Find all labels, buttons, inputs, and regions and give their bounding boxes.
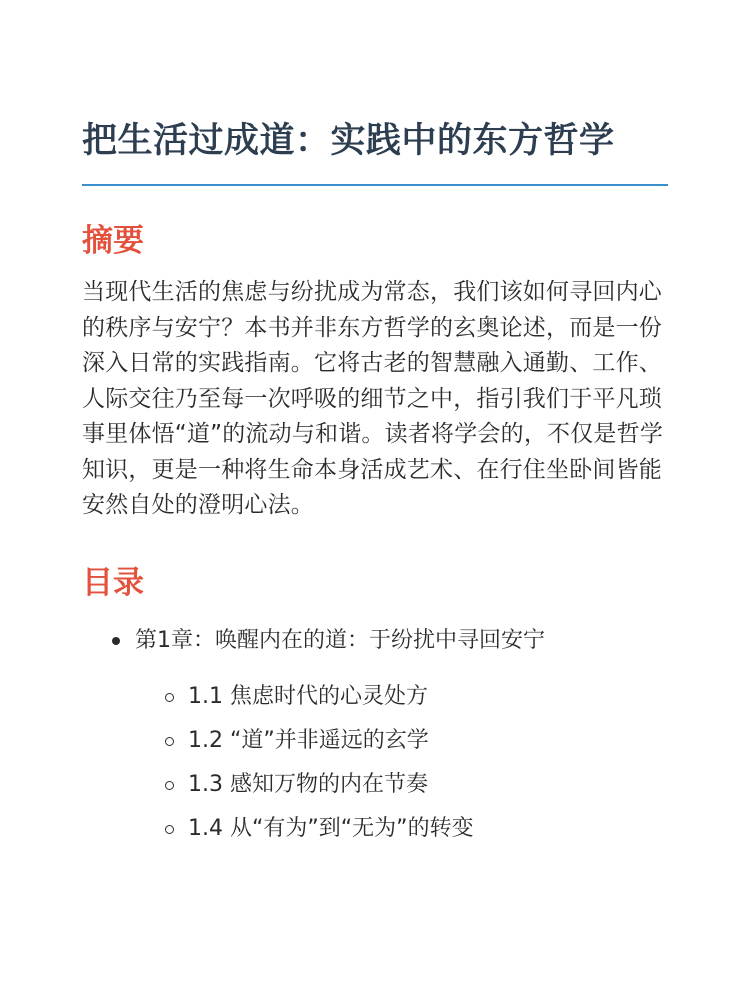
bullet-circle-icon <box>165 737 174 746</box>
bullet-circle-icon <box>165 693 174 702</box>
toc-chapter-1-label: 第1章：唤醒内在的道：于纷扰中寻回安宁 <box>135 627 545 653</box>
abstract-heading: 摘要 <box>82 223 144 259</box>
toc-chapter-1[interactable] <box>82 625 668 857</box>
toc-section-label: 1.3 感知万物的内在节奏 <box>188 771 428 797</box>
toc-section-label: 1.4 从“有为”到“无为”的转变 <box>188 815 474 841</box>
toc-section-label: 1.1 焦虑时代的心灵处方 <box>188 683 428 709</box>
abstract-paragraph: 当现代生活的焦虑与纷扰成为常态，我们该如何寻回内心的秩序与安宁？本书并非东方哲学的玄奥论述，而是一份深入日常的实践指南。它将古老的智慧融入通勤、工作、人际交往乃至每一次呼吸的细节之中，指引我们于平凡琐事里体悟“道”的流动与和谐。读者将学会的，不仅是哲学知识，更是一种将生命本身活成艺术、在行住坐卧间皆能安然自处的澄明心法。 <box>82 279 664 518</box>
bullet-circle-icon <box>165 781 174 790</box>
toc-section-1-4[interactable] <box>82 813 668 857</box>
document-title: 把生活过成道：实践中的东方哲学 <box>82 121 615 161</box>
toc-heading: 目录 <box>82 564 144 601</box>
table-of-contents <box>82 625 668 857</box>
toc-section-1-3[interactable] <box>82 769 668 813</box>
toc-chapter-1-sections <box>135 681 668 857</box>
toc-section-1-2[interactable] <box>82 725 668 769</box>
bullet-circle-icon <box>165 825 174 834</box>
toc-section-label: 1.2 “道”并非遥远的玄学 <box>188 727 429 753</box>
bullet-dot-icon <box>112 637 120 645</box>
title-divider <box>82 184 668 186</box>
toc-section-1-1[interactable] <box>82 681 668 725</box>
